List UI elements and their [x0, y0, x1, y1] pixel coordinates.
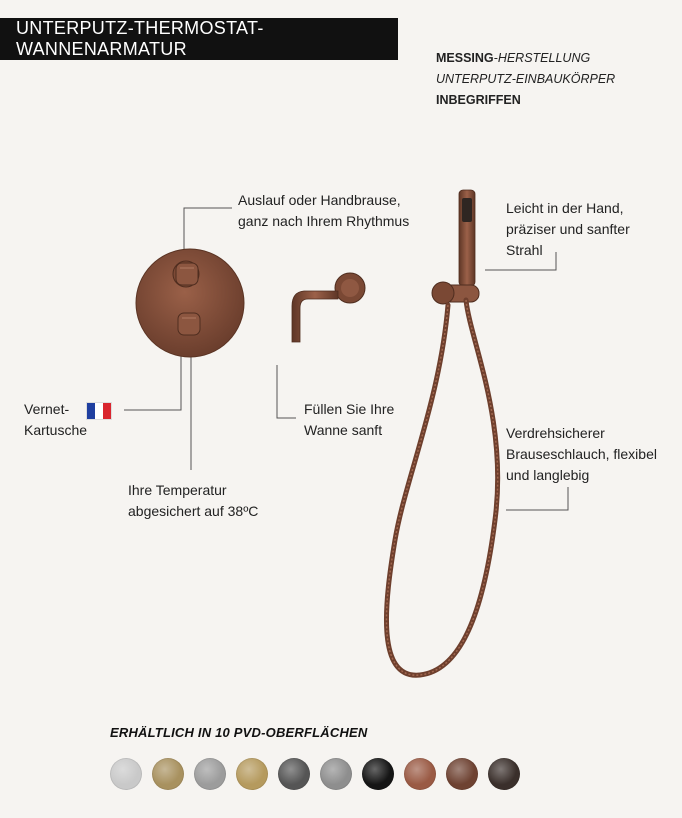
leader-cartridge — [124, 355, 181, 410]
finish-swatch-brushed-gold[interactable] — [236, 758, 268, 790]
finishes-title: ERHÄLTLICH IN 10 PVD-OBERFLÄCHEN — [110, 725, 368, 740]
finish-swatch-black[interactable] — [362, 758, 394, 790]
callout-line: Brauseschlauch, flexibel — [506, 446, 657, 462]
leader-spout-or-shower — [184, 208, 232, 252]
leader-hose — [506, 487, 568, 510]
finish-swatch-gunmetal[interactable] — [278, 758, 310, 790]
callout-line: und langlebig — [506, 467, 590, 483]
finish-swatch-brushed-brass[interactable] — [152, 758, 184, 790]
callout-spout-fill — [304, 399, 394, 441]
flag-stripe-blue — [87, 403, 95, 419]
callout-line: Leicht in der Hand, — [506, 200, 624, 216]
finish-swatch-copper[interactable] — [404, 758, 436, 790]
flag-stripe-red — [103, 403, 111, 419]
callout-line: Verdrehsicherer — [506, 425, 605, 441]
callout-handshower — [506, 198, 630, 261]
shower-hose — [386, 300, 497, 675]
finish-swatch-chrome-white[interactable] — [110, 758, 142, 790]
callout-hose — [506, 423, 657, 486]
callout-temperature — [128, 480, 258, 522]
callout-line: Ihre Temperatur — [128, 482, 227, 498]
callout-line: ganz nach Ihrem Rhythmus — [238, 213, 410, 229]
hand-shower — [432, 190, 479, 304]
finish-swatches — [110, 758, 520, 790]
callout-cartridge — [24, 399, 87, 441]
page-title-text: UNTERPUTZ-THERMOSTAT-WANNENARMATUR — [16, 18, 264, 59]
brass-note-line-3: INBEGRIFFEN — [436, 93, 521, 107]
brass-note-italic: -HERSTELLUNG — [493, 51, 591, 65]
callout-line: Füllen Sie Ihre — [304, 401, 395, 417]
callout-line: Auslauf oder Handbrause, — [238, 192, 401, 208]
flag-stripe-white — [95, 403, 103, 419]
callout-spout-or-shower — [238, 190, 409, 232]
callout-line: präziser und sanfter — [506, 221, 630, 237]
callout-line: abgesichert auf 38ºC — [128, 503, 259, 519]
callout-line: Strahl — [506, 242, 543, 258]
callout-line: Wanne sanft — [304, 422, 383, 438]
brass-note-line-2: UNTERPUTZ-EINBAUKÖRPER — [436, 72, 616, 86]
callout-line: Kartusche — [24, 422, 88, 438]
brass-note-bold: MESSING — [436, 51, 494, 65]
callout-line: Vernet- — [24, 401, 70, 417]
bath-spout — [292, 273, 365, 342]
french-flag-icon — [86, 402, 112, 420]
thermostat-plate — [136, 249, 244, 357]
finish-swatch-bronze[interactable] — [446, 758, 478, 790]
finish-swatch-dark-bronze[interactable] — [488, 758, 520, 790]
leader-spout-fill — [277, 365, 296, 418]
finish-swatch-brushed-nickel[interactable] — [320, 758, 352, 790]
finish-swatch-brushed-steel[interactable] — [194, 758, 226, 790]
